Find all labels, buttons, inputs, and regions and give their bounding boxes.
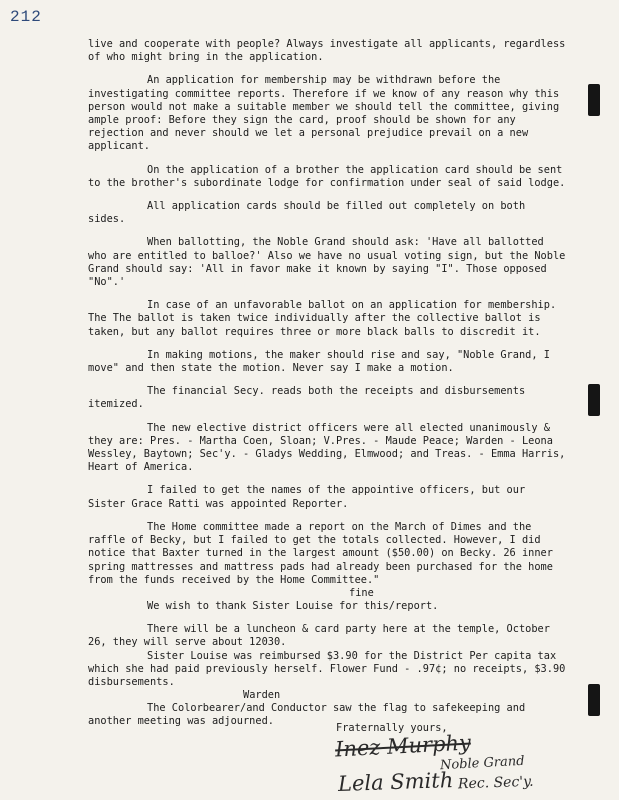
paragraph: When ballotting, the Noble Grand should ask: 'Have all ballotted who are entitled to balloe?' Also we have no usual voting sign, but the Noble Grand should say: 'All in favor make it known by saying "I". Those opposed "No".' — [88, 236, 572, 289]
paragraph: In case of an unfavorable ballot on an application for membership. The The ballot is taken twice individually after the collective ballot is taken, but any ballot requires three or more black balls to discredit it. — [88, 299, 563, 338]
paragraph: live and cooperate with people? Always investigate all applicants, regardless of who might bring in the application. — [88, 38, 572, 64]
binder-hole — [588, 384, 600, 416]
closing: Fraternally yours, — [336, 722, 448, 734]
paragraph: I failed to get the names of the appointive officers, but our Sister Grace Ratti was appointed Reporter. — [88, 484, 532, 510]
luncheon-line: There will be a luncheon & card party here at the temple, October 26, they will serve about 12030. — [88, 623, 557, 649]
reimburse-line: Sister Louise was reimbursed $3.90 for the District Per capita tax which she had paid previously herself. Flower Fund - .97¢; no receipts, $3.90 disbursements. — [88, 649, 572, 688]
binder-hole — [588, 684, 600, 716]
handwritten-insert-fine: fine — [349, 586, 374, 599]
paragraph: On the application of a brother the application card should be sent to the brother's subordinate lodge for confirmation under seal of said lodge. — [88, 163, 569, 189]
page-number: 212 — [10, 8, 42, 26]
thanks-line: We wish to thank Sister Louise for this/report. — [147, 599, 439, 612]
paragraph: An application for membership may be withdrawn before the investigating committee reports. Therefore if we know of any reason why this person would not make a suitable member we should tell the committee, giving ample proof: Before they sign the card, proof should be shown for any rejection and never should we let a personal prejudice prevail on a new applicant. — [88, 74, 566, 153]
signature-title-rec-secy: Rec. Sec'y. — [457, 773, 534, 793]
paragraph: The Home committee made a report on the March of Dimes and the raffle of Becky, but I failed to get the totals collected. However, I did notice that Baxter turned in the largest amount ($50.00) on Becky. 26 inner spring mattresses and mattress pads had already been purchased for the home from the funds received by the Home Committee." — [88, 520, 560, 586]
paragraph: The new elective district officers were all elected unanimously & they are: Pres. - Martha Coen, Sloan; V.Pres. - Maude Peace; Warden - Leona Wessley, Baytown; Sec'y. - Gladys Wedding, Elmwood; and Treas. - Emma Harris, Heart of America. — [88, 421, 572, 474]
colorbearer-line: The Colorbearer/and Conductor saw the flag to safekeeping and another meeting was adjourned. — [88, 702, 532, 728]
signature-title-noble-grand: Noble Grand — [439, 753, 525, 774]
signature-rec-secy: Lela Smith — [337, 767, 454, 797]
binder-hole — [588, 84, 600, 116]
letter-body — [88, 38, 572, 739]
signature-noble-grand: Inez Murphy — [334, 730, 472, 762]
insert-warden: Warden — [243, 689, 281, 702]
paragraph: All application cards should be filled out completely on both sides. — [88, 200, 532, 226]
paragraph: The financial Secy. reads both the receipts and disbursements itemized. — [88, 385, 532, 411]
paragraph: In making motions, the maker should rise and say, "Noble Grand, I move" and then state the motion. Never say I make a motion. — [88, 348, 557, 375]
